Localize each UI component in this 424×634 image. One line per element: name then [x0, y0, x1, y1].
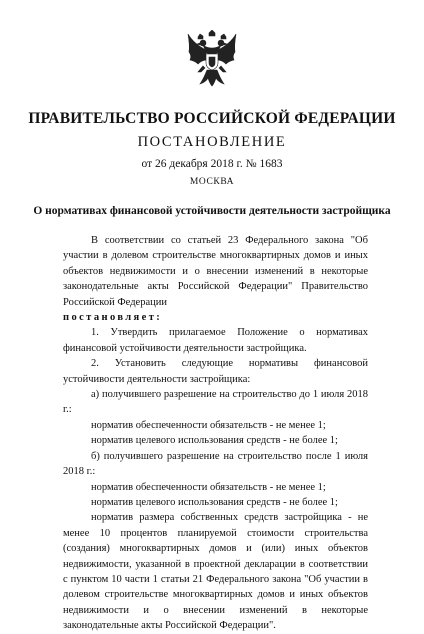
- resolves-text: постановляет:: [63, 312, 163, 324]
- paragraph-1: 1. Утвердить прилагаемое Положение о нормативах финансовой устойчивости деятельности застройщика.: [63, 327, 368, 354]
- government-name: ПРАВИТЕЛЬСТВО РОССИЙСКОЙ ФЕДЕРАЦИИ: [28, 110, 396, 127]
- document-type: ПОСТАНОВЛЕНИЕ: [137, 134, 287, 150]
- paragraph-resolves: [63, 310, 368, 325]
- subitem-a-2: норматив целевого использования средств - не более 1;: [91, 435, 338, 447]
- paragraph-intro: [63, 233, 368, 310]
- city: МОСКВА: [189, 177, 235, 187]
- subitem-b-1: норматив обеспеченности обязательств - не менее 1;: [91, 481, 326, 493]
- paragraph-2: 2. Установить следующие нормативы финансовой устойчивости деятельности застройщика:: [63, 358, 368, 385]
- date-and-number: от 26 декабря 2018 г. № 1683: [141, 158, 283, 170]
- document-title: О нормативах финансовой устойчивости деятельности застройщика: [33, 205, 391, 217]
- paragraph-own-funds: норматив размера собственных средств застройщика - не менее 10 процентов планируемой стоимости строительства (создания) многоквартирных домов и (или) иных объектов недвижимости, указанной в проектной декларации в соответствии с пунктом 10 части 1 статьи 21 Федерального закона "Об участии в долевом строительстве многоквартирных домов и иных объектов недвижимости и о внесении изменений в некоторые законодательные акты Российской Федерации".: [63, 512, 368, 632]
- subitem-b: б) получившего разрешение на строительство после 1 июля 2018 г.:: [63, 450, 368, 478]
- subitem-b-2: норматив целевого использования средств - не более 1;: [91, 496, 338, 508]
- subitem-a: а) получившего разрешение на строительство до 1 июля 2018 г.:: [63, 389, 368, 416]
- coat-of-arms-icon: [186, 30, 238, 88]
- document-body: [63, 233, 368, 634]
- subitem-a-1: норматив обеспеченности обязательств - не менее 1;: [91, 419, 326, 431]
- intro-text: В соответствии со статьей 23 Федерального закона "Об участии в долевом строительстве многоквартирных домов и иных объектов недвижимости и о внесении изменений в некоторые законодательные акты Российской Федерации" Правительство Российской Федерации: [63, 235, 368, 308]
